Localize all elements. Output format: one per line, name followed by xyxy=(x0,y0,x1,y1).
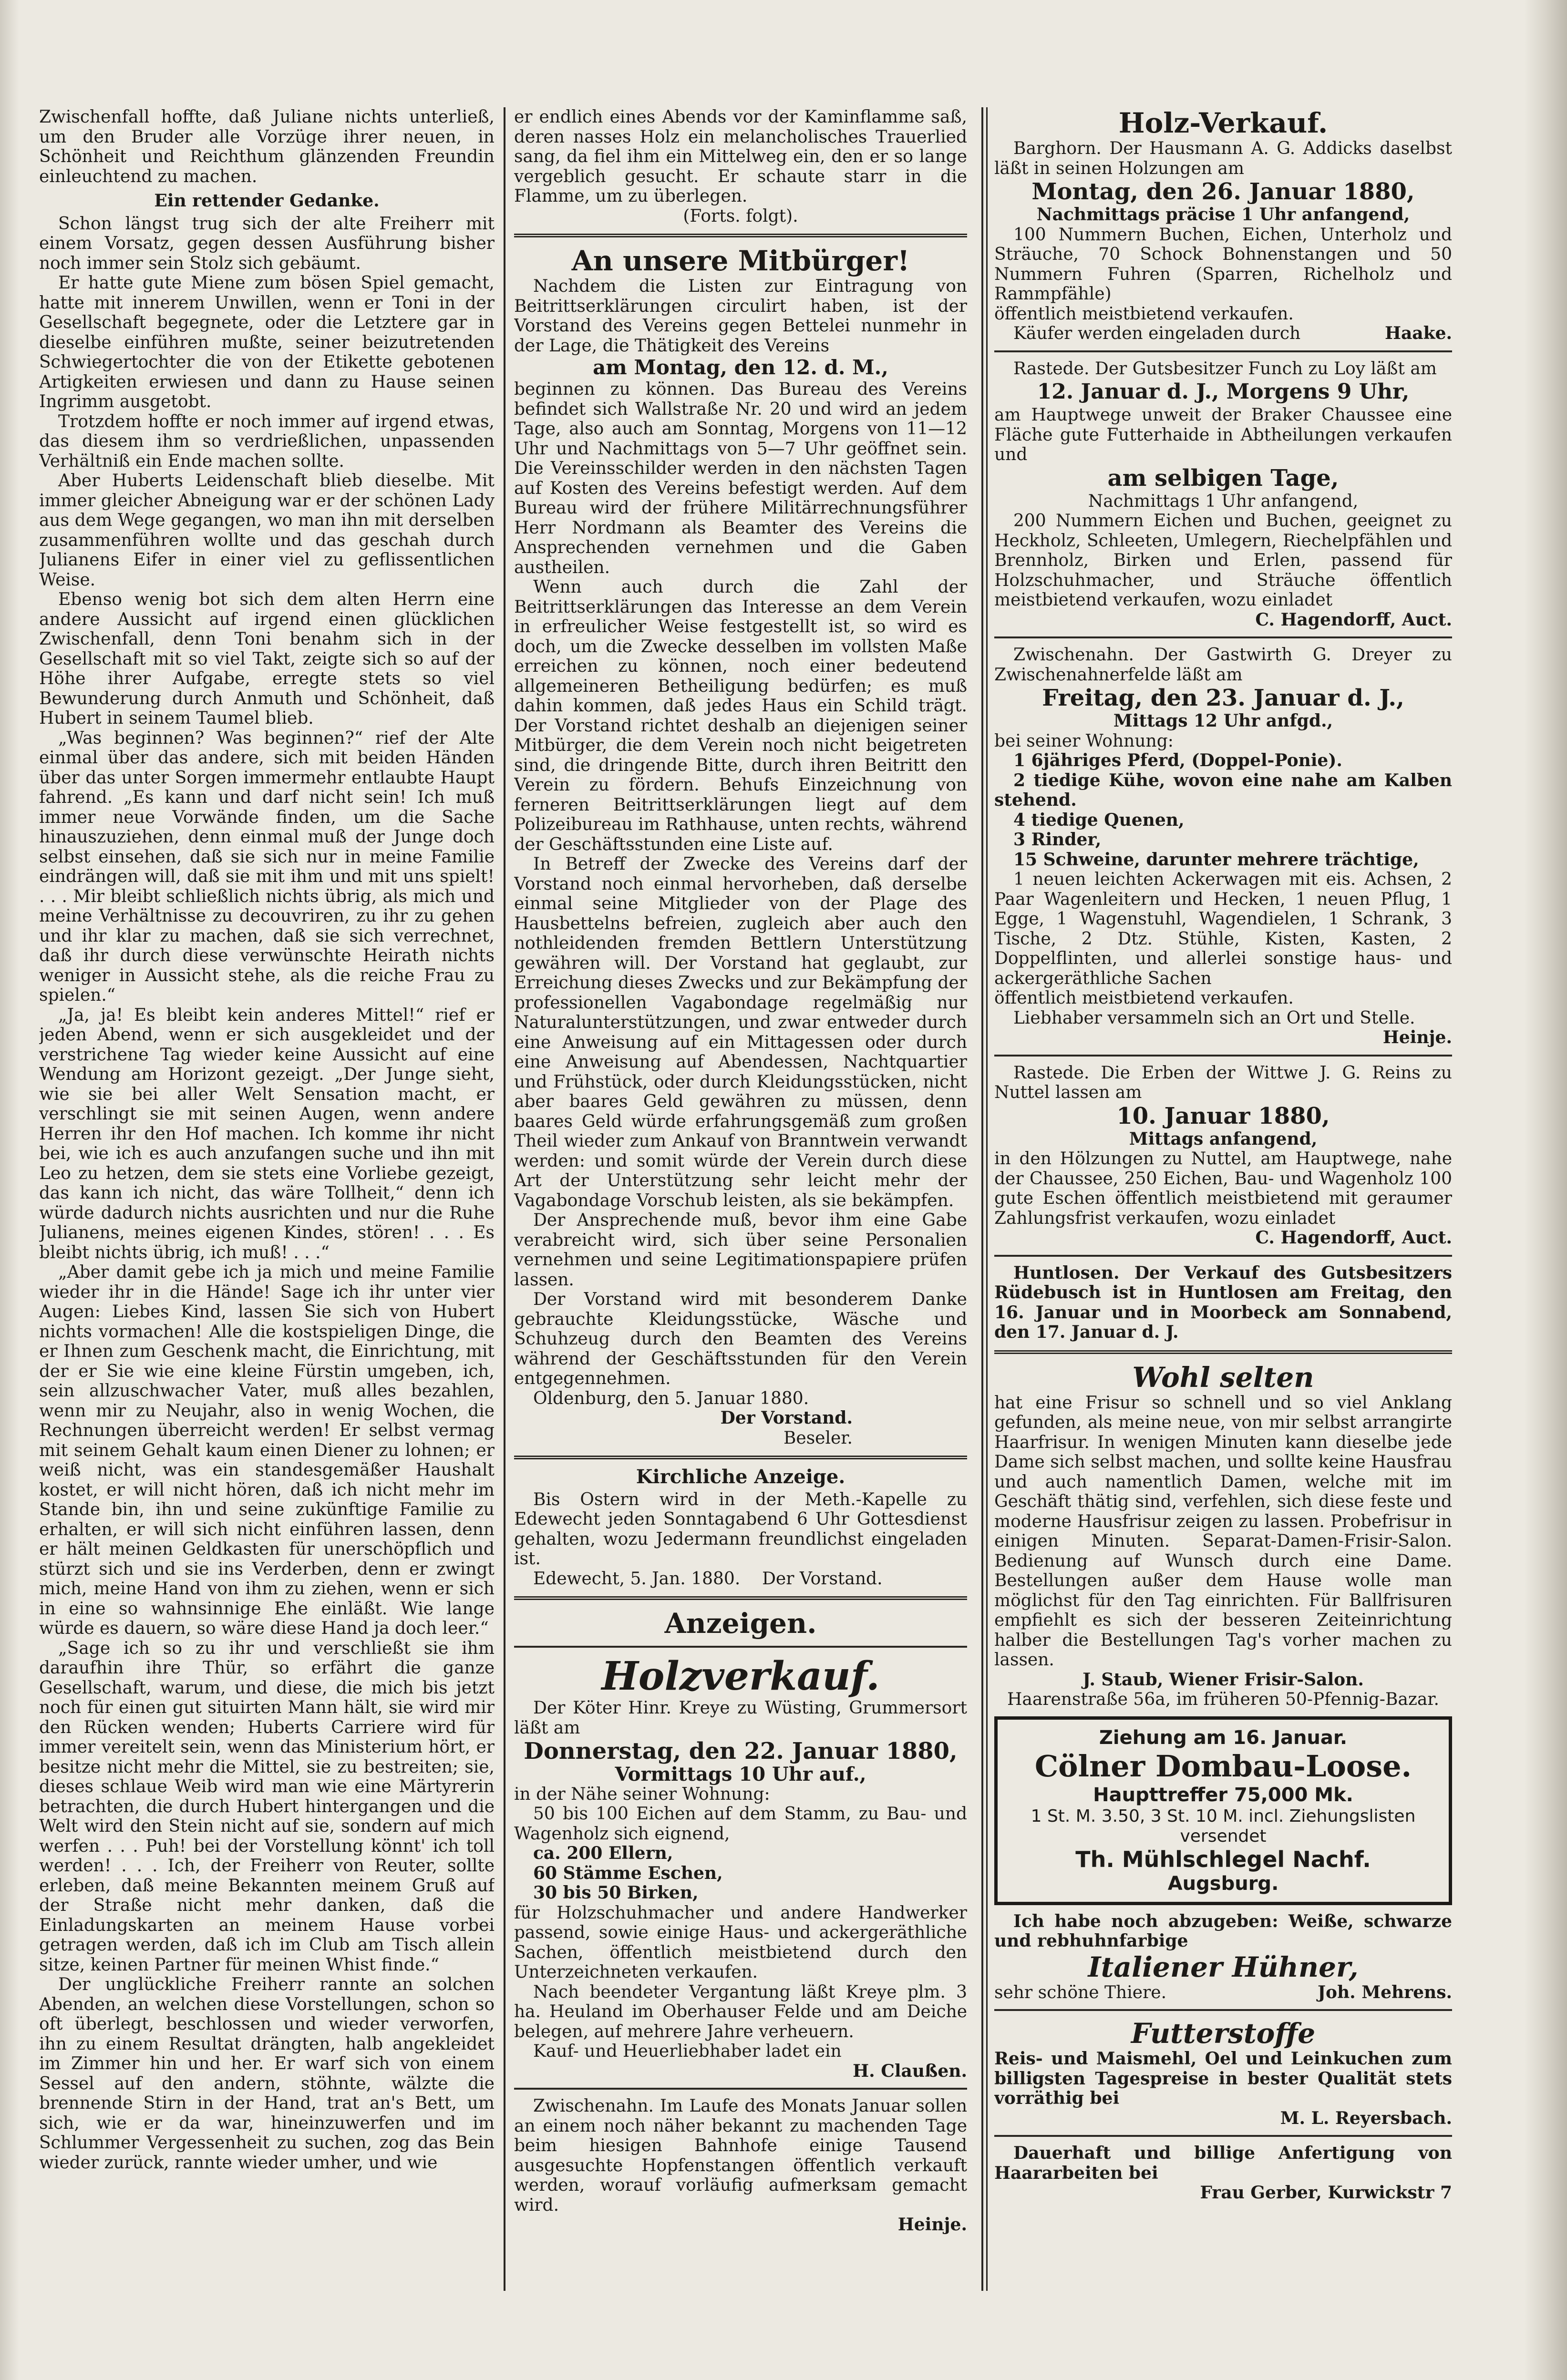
ad-text: Liebhaber versammeln sich an Ort und Stelle. xyxy=(1013,1008,1415,1028)
ad-title: Holzverkauf. xyxy=(601,1653,880,1699)
ad-signature: Heinje. xyxy=(1382,1027,1452,1047)
ad-time: Nachmittags 1 Uhr anfangend, xyxy=(1088,491,1359,511)
story-paragraph: „Aber damit gebe ich ja mich und meine Familie wieder ihr in die Hände! Sage ich ihr unter vier Augen: Liebes Kind, lassen Sie sich von Hubert nichts vormachen! Alle die kostspieligen Dinge, die er Ihnen zum Geschenk macht, die Einrichtung, mit der er Sie wie eine kleine Fürstin umgeben, ich, sein allzuschwacher Vater, muß alles bezahlen, wenn mir zu Neujahr, also in wenig Wochen, die Rechnungen überreicht werden! Er selbst vermag mit seinem Gehalt kaum einen Diener zu lohnen; er weiß nicht, was ein standesgemäßer Haushalt kostet, er will nicht hören, daß ich nicht mehr im Stande bin, ihn und seine zukünftige Familie zu erhalten, er will sich nicht einführen lassen, denn er hält meinen Geldkasten für unerschöpflich und stürzt sich und sie ins Verderben, denn er zwingt mich, meine Hand von ihm zu ziehen, wenn er sich in eine so wahnsinnige Ehe einläßt. Wie lange würde es dauern, so wäre diese Hand ja doch leer.“ xyxy=(39,1262,495,1638)
story-paragraph: Trotzdem hoffte er noch immer auf irgend etwas, das diesem ihm so verdrießlichen, unpassenden Verhältniß ein Ende machen sollte. xyxy=(39,411,495,471)
ads-heading: Anzeigen. xyxy=(664,1607,817,1640)
divider xyxy=(994,636,1452,638)
ad-address: Haarenstraße 56a, im früheren 50-Pfennig-Bazar. xyxy=(1007,1690,1439,1709)
appeal-notice xyxy=(514,245,967,1448)
column-rule xyxy=(504,107,505,2291)
ad-text: Zwischenahn. Der Gastwirth G. Dreyer zu Zwischenahnerfelde läßt am xyxy=(994,645,1452,685)
ad-text: Rastede. Die Erben der Wittwe J. G. Reins zu Nuttel lassen am xyxy=(994,1063,1452,1102)
divider xyxy=(994,2009,1452,2011)
ad-text: am Hauptwege unweit der Braker Chaussee eine Fläche gute Futterhaide in Abtheilungen verkaufen und xyxy=(994,405,1452,464)
ad-rastede-nuttel xyxy=(994,1063,1452,1248)
ad-signature: Haake. xyxy=(1384,323,1452,343)
ad-frisur xyxy=(994,1362,1452,1710)
ad-signature: M. L. Reyersbach. xyxy=(1280,2108,1452,2128)
ad-item: 50 bis 100 Eichen auf dem Stamm, zu Bau- und Wagenholz sich eignend, xyxy=(514,1804,967,1844)
divider xyxy=(514,234,967,237)
story-paragraph: Der unglückliche Freiherr rannte an solchen Abenden, an welchen diese Vorstellungen, schon so oft überlegt, beschlossen und wieder verworfen, ihn zu einem Resultat drängten, halb angekleidet im Zimmer hin und her. Er warf sich von einem Sessel auf den andern, stöhnte, wälzte die brennende Stirn in der Hand, trat an's Bett, um sich, wie er da war, hineinzuwerfen und im Schlummer Vergessenheit zu suchen, zog das Bein wieder zurück, rannte wieder umher, und wie xyxy=(39,1975,495,2173)
ad-item: 30 bis 50 Birken, xyxy=(533,1883,699,1903)
ad-time: Mittags anfangend, xyxy=(1129,1128,1318,1149)
story-paragraph: Aber Huberts Leidenschaft blieb dieselbe. Mit immer gleicher Abneigung war er der schönen Lady aus dem Wege gegangen, wo man ihn mit derselben zusammenführen wollte und das geschah durch Julianens Eifer in einer viel zu geflissentlichen Weise. xyxy=(39,471,495,590)
divider xyxy=(994,1055,1452,1057)
ad-haararbeiten xyxy=(994,2144,1452,2203)
lottery-seller: Th. Mühlschlegel Nachf. xyxy=(1075,1846,1371,1872)
lottery-title: Cölner Dombau-Loose. xyxy=(1034,1748,1412,1784)
ad-text: für Holzschuhmacher und andere Handwerker passend, sowie einige Haus- und ackergeräthliche Sachen, öffentlich meistbietend durch den Unterzeichneten verkaufen. xyxy=(514,1903,967,1982)
ad-date: 12. Januar d. J., Morgens 9 Uhr, xyxy=(1037,380,1410,404)
appeal-title: An unsere Mitbürger! xyxy=(571,245,910,277)
column-rule xyxy=(981,107,983,2291)
ad-hopfenstangen xyxy=(514,2096,967,2235)
appeal-signature-name: Beseler. xyxy=(783,1428,853,1448)
ad-text: Barghorn. Der Hausmann A. G. Addicks daselbst läßt in seinen Holzungen am xyxy=(994,139,1452,178)
ad-signature: Frau Gerber, Kurwickstr 7 xyxy=(1200,2183,1452,2203)
ad-date: 10. Januar 1880, xyxy=(1116,1102,1330,1129)
page-binding-edge xyxy=(1524,0,1567,2380)
lottery-prize: Haupttreffer 75,000 Mk. xyxy=(1093,1784,1353,1806)
appeal-paragraph: Der Vorstand wird mit besonderem Danke gebrauchte Kleidungsstücke, Wäsche und Schuhzeug durch den Beamten des Vereins während der Geschäftsstunden für den Verein entgegennehmen. xyxy=(514,1290,967,1388)
ad-signature: Heinje. xyxy=(897,2215,967,2235)
ad-holzverkauf xyxy=(514,1654,967,2081)
ad-text xyxy=(994,324,1452,344)
ad-text: Zwischenahn. Im Laufe des Monats Januar sollen an einem noch näher bekannt zu machenden Tage beim hiesigen Bahnhofe einige Tausend ausgesuchte Hopfenstangen öffentlich verkauft werden, worauf vorläufig aufmerksam gemacht wird. xyxy=(514,2096,967,2215)
divider xyxy=(994,1350,1452,1354)
church-place xyxy=(514,1569,967,1589)
ad-item: 15 Schweine, darunter mehrere trächtige, xyxy=(1013,849,1419,870)
ad-title: Wohl selten xyxy=(1132,1361,1314,1394)
ad-title: Futterstoffe xyxy=(1131,2017,1316,2050)
story-paragraph: Zwischenfall hoffte, daß Juliane nichts unterließ, um den Bruder alle Vorzüge ihrer neuen, in Schönheit und Reichthum glänzenden Freundin einleuchtend zu machen. xyxy=(39,107,495,186)
story-paragraph: „Ja, ja! Es bleibt kein anderes Mittel!“ rief er jeden Abend, wenn er sich ausgekleidet und der verstrichene Tag wieder keine Aussicht auf eine Wendung am Horizont gezeigt. „Der Junge sieht, wie sie bei aller Welt Sensation macht, er verschlingt sie mit seinen Augen, wenn andere Herren ihr den Hof machen. Ich komme ihr nicht bei, wie ich es auch anzufangen suche und ihn mit Leo zu hetzen, dem sie stets eine Vorliebe gezeigt, das kann ich nicht, das wäre Tollheit,“ denn ich würde dadurch nichts ausrichten und nur die Ruhe Julianens, meines eigenen Kindes, stören! . . . Es bleibt nichts übrig, ich muß! . . .“ xyxy=(39,1005,495,1262)
ad-text: Dauerhaft und billige Anfertigung von Haararbeiten bei xyxy=(994,2143,1452,2183)
appeal-date: am Montag, den 12. d. M., xyxy=(593,356,888,379)
ad-text: Rastede. Der Gutsbesitzer Funch zu Loy läßt am xyxy=(1013,359,1437,379)
ad-text: in den Hölzungen zu Nuttel, am Hauptwege, nahe der Chaussee, 250 Eichen, Bau- und Wagenholz 100 gute Eschen öffentlich meistbietend mit geraumer Zahlungsfrist verkaufen, wozu einladet xyxy=(994,1149,1452,1228)
ad-date: Donnerstag, den 22. Januar 1880, xyxy=(524,1738,958,1764)
appeal-signature: Der Vorstand. xyxy=(720,1408,853,1428)
divider xyxy=(514,1646,967,1648)
to-be-continued: (Forts. folgt). xyxy=(683,206,798,226)
section-heading: Ein rettender Gedanke. xyxy=(154,191,380,211)
ad-holz-verkauf xyxy=(994,107,1452,344)
church-text: Bis Ostern wird in der Meth.-Kapelle zu Edewecht jeden Sonntagabend 6 Uhr Gottesdienst gehalten, wozu Jedermann freundlichst eingeladen ist. xyxy=(514,1489,967,1569)
ad-text-span: Käufer werden eingeladen durch xyxy=(1013,324,1301,343)
ad-lottery-box xyxy=(994,1716,1452,1905)
column-notices xyxy=(514,107,967,2235)
page-left-edge xyxy=(0,0,19,2380)
story-paragraph: Ebenso wenig bot sich dem alten Herrn eine andere Aussicht auf irgend einen glücklichen Zwischenfall, denn Toni benahm sich in der Gesellschaft mit so viel Takt, zeigte sich so auf der Höhe ihrer Aufgabe, erregte stets so viel Bewunderung durch Anmuth und Schönheit, daß Hubert in seinem Taumel blieb. xyxy=(39,590,495,728)
story-paragraph: er endlich eines Abends vor der Kaminflamme saß, deren nasses Holz ein melancholisches Trauerlied sang, da fiel ihm ein Mittelweg ein, den er so lange vergeblich gesucht. Er schaute starr in die Flamme, um zu überlegen. xyxy=(514,107,967,206)
ad-text: Kauf- und Heuerliebhaber ladet ein xyxy=(533,2041,842,2061)
lottery-date: Ziehung am 16. Januar. xyxy=(1099,1726,1348,1749)
ad-time: Mittags 12 Uhr anfgd., xyxy=(1113,711,1333,731)
ad-signature: Joh. Mehrens. xyxy=(1317,1982,1452,2002)
lottery-city: Augsburg. xyxy=(1167,1872,1279,1895)
church-signature: Der Vorstand. xyxy=(762,1569,883,1589)
ad-rastede-loy xyxy=(994,359,1452,630)
church-title: Kirchliche Anzeige. xyxy=(636,1466,845,1488)
ad-huehner xyxy=(994,1912,1452,2003)
ad-item: 4 tiedige Quenen, xyxy=(1013,810,1185,830)
story-paragraph: „Sage ich so zu ihr und verschließt sie ihm daraufhin ihre Thür, so erfährt die ganze Gesellschaft, warum, und diese, die mich bis jetzt noch für einen gut situirten Mann hält, sie wird mir den Rücken wenden; Huberts Carriere wird für immer vereitelt sein, wenn das Ministerium hört, er besitze nicht mehr die Mittel, sie zu bestreiten; sie, dieses schlaue Weib wird man wie eine Märtyrerin betrachten, die durch Hubert hintergangen und die Welt wird den Stein nicht auf sie, sondern auf mich werfen . . . Puh! bei der Vorstellung könnt' ich toll werden! . . . Ich, der Freiherr von Reuter, sollte erleben, daß meine Bekannten meinem Gruß auf der Straße nicht mehr danken, daß die Einladungskarten an meinem Hause vorbei getragen werden, daß ich im Club am Tisch allein sitze, keinen Partner für meinen Whist finde.“ xyxy=(39,1638,495,1975)
ad-text: 200 Nummern Eichen und Buchen, geeignet zu Heckholz, Schleeten, Umlegern, Riechelpfählen und Brennholz, Birken und Erlen, passend für Holzschuhmacher, und Sträuche öffentlich meistbietend verkaufen, wozu einladet xyxy=(994,511,1452,610)
ad-item: 60 Stämme Eschen, xyxy=(533,1863,723,1883)
divider xyxy=(994,2135,1452,2137)
ad-title: Italiener Hühner, xyxy=(1088,1950,1359,1983)
divider xyxy=(994,1255,1452,1257)
ad-text: Der Köter Hinr. Kreye zu Wüsting, Grummersort läßt am xyxy=(514,1698,967,1738)
ad-item: ca. 200 Ellern, xyxy=(533,1843,673,1863)
ad-signature: H. Claußen. xyxy=(853,2061,967,2081)
ad-text: Ich habe noch abzugeben: Weiße, schwarze und rebhuhnfarbige xyxy=(994,1911,1452,1951)
ad-item: 1 6jähriges Pferd, (Doppel-Ponie). xyxy=(1013,750,1342,770)
appeal-place: Oldenburg, den 5. Januar 1880. xyxy=(533,1388,809,1408)
divider xyxy=(514,1596,967,1600)
appeal-paragraph: In Betreff der Zwecke des Vereins darf der Vorstand noch einmal hervorheben, daß derselbe einmal seine Mitglieder von der Plage des Hausbettelns befreien, zugleich aber auch den nothleidenden fremden Bettlern Unterstützung gewähren will. Der Vorstand hat geglaubt, zur Erreichung dieses Zwecks und zur Bekämpfung der professionellen Vagabondage regelmäßig nur Naturalunterstützungen, und zwar entweder durch eine Anweisung auf ein Mittagessen oder durch eine Anweisung auf Abendessen, Nachtquartier und Frühstück, oder durch Kleidungsstücken, nicht aber baares Geld gewähren zu müssen, denn baares Geld würde erfahrungsgemäß zum großen Theil wieder zum Ankauf von Branntwein verwandt werden: und somit würde der Verein durch diese Art der Unterstützung sehr leicht mehr der Vagabondage Vorschub leisten, als sie bekämpfen. xyxy=(514,854,967,1211)
ad-futterstoffe xyxy=(994,2018,1452,2128)
ad-title: Holz-Verkauf. xyxy=(1118,107,1328,139)
ad-text: 100 Nummern Buchen, Eichen, Unterholz und Sträuche, 70 Schock Bohnenstangen und 50 Nummern Fuhren (Sparren, Richelholz und Rammpfähle) xyxy=(994,225,1452,304)
ad-text: öffentlich meistbietend verkaufen. xyxy=(994,304,1294,324)
ad-text xyxy=(994,1983,1452,2003)
ad-text: 1 neuen leichten Ackerwagen mit eis. Achsen, 2 Paar Wagenleitern und Hecken, 1 neuen Pflug, 1 Egge, 1 Wagenstuhl, Wagendielen, 1 Schrank, 3 Tische, 2 Dtz. Stühle, Kisten, Kasten, 2 Doppelflinten, und allerlei sonstige haus- und ackergeräthliche Sachen xyxy=(994,870,1452,988)
ad-time: Nachmittags präcise 1 Uhr anfangend, xyxy=(1036,205,1410,225)
column-serial-story xyxy=(39,107,495,2173)
divider xyxy=(514,2088,967,2090)
ad-text: Reis- und Maismehl, Oel und Leinkuchen zum billigsten Tagespreise in bester Qualität stets vorräthig bei xyxy=(994,2049,1452,2108)
ad-item: 3 Rinder, xyxy=(1013,830,1102,850)
divider xyxy=(514,1456,967,1459)
column-ads xyxy=(994,107,1452,2203)
lottery-price: 1 St. M. 3.50, 3 St. 10 M. incl. Ziehungslisten versendet xyxy=(1031,1806,1416,1846)
ad-signature: C. Hagendorff, Auct. xyxy=(1255,609,1452,630)
story-paragraph: „Was beginnen? Was beginnen?“ rief der Alte einmal über das andere, sich mit beiden Händen über das unter Sorgen immermehr entlaubte Haupt fahrend. „Es kann und darf nicht sein! Ich muß immer neue Vorwände finden, um die Sache hinauszuziehen, denn einmal muß der Junge doch selbst einsehen, daß sie sich nur in meine Familie eindrängen will, daß sie mit ihm und mit uns spielt! . . . Mir bleibt schließlich nichts übrig, als mich und meine Verhältnisse zu decouvriren, zu ihr zu gehen und ihr klar zu machen, daß sie sich verrechnet, daß ihr durch diese verwünschte Heirath nichts weniger in Aussicht stehe, als die reiche Frau zu spielen.“ xyxy=(39,728,495,1005)
church-notice xyxy=(514,1467,967,1589)
ad-text: in der Nähe seiner Wohnung: xyxy=(514,1784,770,1804)
story-paragraph: Schon längst trug sich der alte Freiherr mit einem Vorsatz, gegen dessen Ausführung bisher noch immer sein Stolz sich gebäumt. xyxy=(39,214,495,273)
ad-item: 2 tiedige Kühe, wovon eine nahe am Kalben stehend. xyxy=(994,770,1452,810)
appeal-paragraph: Nachdem die Listen zur Eintragung von Beitrittserklärungen circulirt haben, ist der Vorstand des Vereins gegen Bettelei nunmehr in der Lage, die Thätigkeit des Vereins xyxy=(514,277,967,356)
ad-signature: C. Hagendorff, Auct. xyxy=(1255,1228,1452,1248)
ad-text: Huntlosen. Der Verkauf des Gutsbesitzers Rüdebusch ist in Huntlosen am Freitag, den 16. Januar und in Moorbeck am Sonnabend, den 17. Januar d. J. xyxy=(994,1262,1452,1342)
ad-text: bei seiner Wohnung: xyxy=(994,731,1174,751)
ad-text: hat eine Frisur so schnell und so viel Anklang gefunden, als meine neue, von mir selbst arrangirte Haarfrisur. In wenigen Minuten kann dieselbe jede Dame sich selbst machen, und sollte keine Hausfrau und auch namentlich Damen, welche mit im Geschäft thätig sind, verfehlen, sich diese feste und moderne Hausfrisur zeigen zu lassen. Probefrisur in einigen Minuten. Separat-Damen-Frisir-Salon. Bedienung auf Wunsch durch eine Dame. Bestellungen außer dem Hause wolle man möglichst für den Tag einrichten. Für Ballfrisuren empfiehlt es sich der besseren Zeiteinrichtung halber die Bestellungen Tag's vorher machen zu lassen. xyxy=(994,1393,1452,1670)
column-rule xyxy=(986,107,988,2291)
appeal-paragraph: beginnen zu können. Das Bureau des Vereins befindet sich Wallstraße Nr. 20 und wird an jedem Tage, also auch am Sonntag, Morgens von 11—12 Uhr und Nachmittags von 5—7 Uhr geöffnet sein. Die Vereinsschilder werden in den nächsten Tagen auf Kosten des Vereins befestigt werden. Auf dem Bureau wird der frühere Militärrechnungsführer Herr Nordmann als Beamter des Vereins die Ansprechenden vernehmen und die Gaben austheilen. xyxy=(514,380,967,577)
ad-huntlosen xyxy=(994,1263,1452,1343)
appeal-paragraph: Der Ansprechende muß, bevor ihm eine Gabe verabreicht wird, sich über seine Personalien vernehmen und seine Legitimationspapiere prüfen lassen. xyxy=(514,1211,967,1290)
story-paragraph: Er hatte gute Miene zum bösen Spiel gemacht, hatte mit innerem Unwillen, wenn er Toni in der Gesellschaft begegnete, oder die Letztere gar in dieselbe einführen mußte, seiner beizutretenden Schwiegertochter die von der Etikette gebotenen Artigkeiten erwiesen und dann zu Hause seinen Ingrimm ausgetobt. xyxy=(39,273,495,411)
ad-text-span: sehr schöne Thiere. xyxy=(994,1982,1167,2002)
ad-text: öffentlich meistbietend verkaufen. xyxy=(994,988,1294,1008)
divider xyxy=(994,350,1452,352)
ad-dreyer-auction xyxy=(994,645,1452,1048)
ad-date: Freitag, den 23. Januar d. J., xyxy=(1042,685,1404,711)
ad-date: am selbigen Tage, xyxy=(1107,464,1339,492)
ad-date: Montag, den 26. Januar 1880, xyxy=(1031,178,1415,205)
church-place-text: Edewecht, 5. Jan. 1880. xyxy=(533,1569,741,1589)
appeal-paragraph: Wenn auch durch die Zahl der Beitrittserklärungen das Interesse an dem Verein in erfreulicher Weise festgestellt ist, so wird es doch, um die Zwecke desselben im vollsten Maße erreichen zu können, noch einer bedeutend allgemeineren Betheiligung bedürfen; es muß dahin kommen, daß jedes Haus ein Schild trägt. Der Vorstand richtet deshalb an diejenigen seiner Mitbürger, die dem Verein noch nicht beigetreten sind, die dringende Bitte, durch ihren Beitritt den Verein zu fördern. Behufs Einzeichnung von ferneren Beitrittserklärungen liegt auf dem Polizeibureau im Rathhause, unten rechts, während der Geschäftsstunden eine Liste auf. xyxy=(514,577,967,854)
ad-signature: J. Staub, Wiener Frisir-Salon. xyxy=(1082,1669,1364,1690)
ad-time: Vormittags 10 Uhr auf., xyxy=(615,1763,866,1785)
ad-text: Nach beendeter Vergantung läßt Kreye plm. 3 ha. Heuland im Oberhauser Felde und am Deiche belegen, auf mehrere Jahre verheuern. xyxy=(514,1982,967,2041)
